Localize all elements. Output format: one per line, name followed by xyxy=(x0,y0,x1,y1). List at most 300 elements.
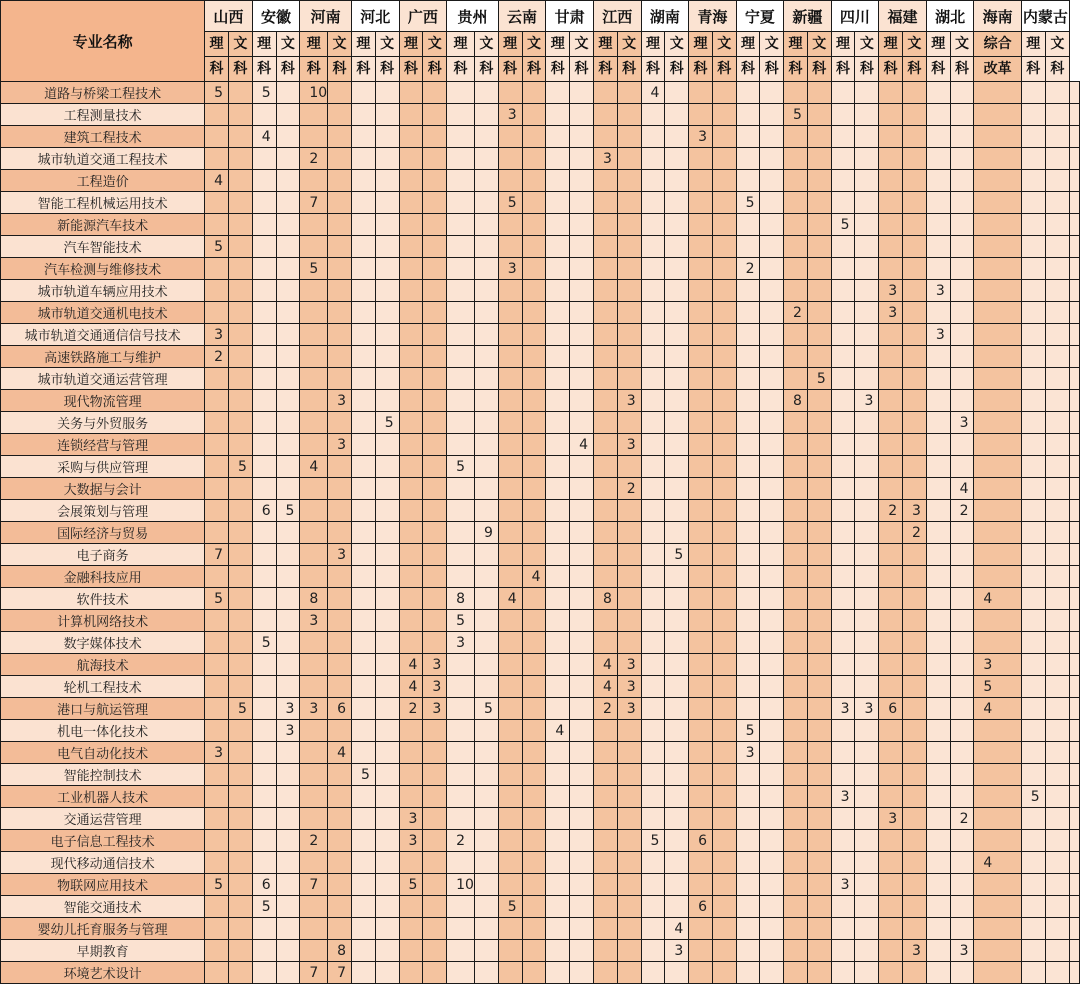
quota-cell xyxy=(760,676,784,698)
quota-cell xyxy=(1021,720,1045,742)
quota-cell xyxy=(736,302,760,324)
quota-cell xyxy=(498,874,522,896)
quota-cell xyxy=(926,500,950,522)
quota-cell xyxy=(903,412,927,434)
quota-cell xyxy=(447,368,475,390)
quota-cell xyxy=(447,742,475,764)
province-header: 广西 xyxy=(399,1,447,32)
quota-cell xyxy=(399,522,423,544)
quota-cell xyxy=(375,962,399,984)
quota-cell xyxy=(228,302,252,324)
quota-cell xyxy=(351,632,375,654)
subject-header-bottom: 科 xyxy=(736,57,760,82)
quota-cell xyxy=(276,324,300,346)
quota-cell xyxy=(375,192,399,214)
quota-cell: 4 xyxy=(498,588,522,610)
quota-cell: 7 xyxy=(300,962,328,984)
quota-cell xyxy=(447,478,475,500)
quota-cell xyxy=(760,962,784,984)
quota-cell xyxy=(1070,764,1080,786)
quota-cell xyxy=(498,918,522,940)
quota-cell xyxy=(1070,808,1080,830)
table-row xyxy=(1,346,1080,368)
quota-cell xyxy=(570,962,594,984)
quota-cell xyxy=(328,192,352,214)
quota-cell xyxy=(665,522,689,544)
quota-cell xyxy=(1070,170,1080,192)
quota-cell xyxy=(399,104,423,126)
quota-cell xyxy=(712,874,736,896)
quota-cell xyxy=(831,456,855,478)
quota-cell xyxy=(617,588,641,610)
quota-cell xyxy=(276,830,300,852)
quota-cell xyxy=(855,456,879,478)
quota-cell xyxy=(1045,566,1069,588)
table-row xyxy=(1,82,1080,104)
quota-cell xyxy=(522,82,546,104)
quota-cell xyxy=(712,544,736,566)
quota-cell xyxy=(522,192,546,214)
quota-cell: 4 xyxy=(300,456,328,478)
quota-cell: 3 xyxy=(736,742,760,764)
quota-cell xyxy=(546,82,570,104)
quota-cell xyxy=(903,434,927,456)
quota-cell xyxy=(447,962,475,984)
quota-cell xyxy=(855,588,879,610)
quota-cell xyxy=(399,786,423,808)
quota-cell xyxy=(522,368,546,390)
quota-cell xyxy=(351,434,375,456)
subject-header-top: 文 xyxy=(903,32,927,57)
quota-cell xyxy=(228,566,252,588)
quota-cell xyxy=(351,258,375,280)
quota-cell xyxy=(351,390,375,412)
quota-cell xyxy=(879,610,903,632)
subject-header-top: 理 xyxy=(689,32,713,57)
quota-cell xyxy=(228,236,252,258)
major-name-cell: 智能控制技术 xyxy=(1,764,205,786)
quota-cell xyxy=(447,170,475,192)
quota-cell xyxy=(831,522,855,544)
quota-cell xyxy=(689,390,713,412)
table-row xyxy=(1,456,1080,478)
quota-cell xyxy=(879,962,903,984)
quota-cell xyxy=(522,522,546,544)
quota-cell xyxy=(855,676,879,698)
quota-cell xyxy=(689,82,713,104)
quota-cell xyxy=(926,544,950,566)
quota-cell xyxy=(617,566,641,588)
quota-cell xyxy=(447,786,475,808)
quota-cell xyxy=(1070,236,1080,258)
quota-cell xyxy=(570,478,594,500)
quota-cell xyxy=(375,896,399,918)
quota-cell xyxy=(950,918,974,940)
quota-cell xyxy=(423,566,447,588)
quota-cell xyxy=(855,544,879,566)
quota-cell xyxy=(375,368,399,390)
quota-cell xyxy=(903,918,927,940)
quota-cell xyxy=(1045,346,1069,368)
quota-cell xyxy=(423,302,447,324)
quota-cell xyxy=(570,214,594,236)
quota-cell xyxy=(1021,522,1045,544)
quota-cell xyxy=(498,170,522,192)
quota-cell xyxy=(328,808,352,830)
quota-cell xyxy=(736,280,760,302)
quota-cell xyxy=(399,412,423,434)
quota-cell xyxy=(831,830,855,852)
quota-cell xyxy=(351,280,375,302)
quota-cell xyxy=(1070,346,1080,368)
province-header: 福建 xyxy=(879,1,927,32)
quota-cell xyxy=(570,764,594,786)
quota-cell xyxy=(546,368,570,390)
quota-cell xyxy=(950,654,974,676)
quota-cell xyxy=(617,500,641,522)
table-row xyxy=(1,104,1080,126)
quota-cell xyxy=(546,896,570,918)
quota-cell xyxy=(712,764,736,786)
quota-cell xyxy=(1021,170,1045,192)
quota-cell xyxy=(617,302,641,324)
quota-cell xyxy=(593,324,617,346)
quota-cell: 5 xyxy=(831,214,855,236)
quota-cell xyxy=(1021,566,1045,588)
quota-cell xyxy=(328,126,352,148)
quota-cell xyxy=(641,368,665,390)
quota-cell xyxy=(375,522,399,544)
quota-cell xyxy=(950,852,974,874)
table-row xyxy=(1,192,1080,214)
quota-cell xyxy=(784,654,808,676)
quota-cell xyxy=(807,764,831,786)
quota-cell xyxy=(689,170,713,192)
quota-cell xyxy=(276,104,300,126)
quota-cell xyxy=(641,434,665,456)
quota-cell xyxy=(712,500,736,522)
quota-cell xyxy=(252,852,276,874)
quota-cell: 5 xyxy=(498,896,522,918)
quota-cell xyxy=(665,412,689,434)
quota-cell xyxy=(689,808,713,830)
quota-cell xyxy=(760,192,784,214)
quota-cell xyxy=(300,412,328,434)
quota-cell xyxy=(641,214,665,236)
quota-cell xyxy=(689,632,713,654)
quota-cell xyxy=(399,346,423,368)
quota-cell xyxy=(546,874,570,896)
quota-cell xyxy=(498,610,522,632)
subject-header-bottom: 科 xyxy=(641,57,665,82)
quota-cell xyxy=(1021,434,1045,456)
quota-cell xyxy=(617,610,641,632)
quota-cell xyxy=(736,104,760,126)
quota-cell xyxy=(546,478,570,500)
quota-cell xyxy=(276,478,300,500)
subject-header-top: 文 xyxy=(522,32,546,57)
quota-cell xyxy=(831,962,855,984)
quota-cell xyxy=(276,874,300,896)
quota-cell xyxy=(903,786,927,808)
quota-cell xyxy=(228,280,252,302)
quota-cell xyxy=(447,104,475,126)
subject-header-top: 文 xyxy=(474,32,498,57)
quota-cell xyxy=(375,544,399,566)
quota-cell xyxy=(665,390,689,412)
quota-cell xyxy=(522,214,546,236)
quota-cell xyxy=(1070,698,1080,720)
major-name-cell: 交通运营管理 xyxy=(1,808,205,830)
quota-cell: 3 xyxy=(276,698,300,720)
subject-header-top: 理 xyxy=(300,32,328,57)
quota-cell: 2 xyxy=(300,830,328,852)
subject-header-bottom: 科 xyxy=(760,57,784,82)
quota-cell xyxy=(375,720,399,742)
quota-cell: 3 xyxy=(423,676,447,698)
major-name-cell: 城市轨道交通运营管理 xyxy=(1,368,205,390)
quota-cell: 10 xyxy=(447,874,475,896)
quota-cell xyxy=(974,896,1021,918)
quota-cell: 3 xyxy=(926,280,950,302)
quota-cell xyxy=(399,390,423,412)
quota-cell xyxy=(950,82,974,104)
quota-cell xyxy=(712,830,736,852)
quota-cell xyxy=(855,82,879,104)
table-row xyxy=(1,544,1080,566)
quota-cell xyxy=(879,522,903,544)
quota-cell xyxy=(423,962,447,984)
quota-cell xyxy=(498,830,522,852)
quota-cell xyxy=(950,764,974,786)
quota-cell xyxy=(593,566,617,588)
quota-cell xyxy=(760,258,784,280)
subject-header-top: 理 xyxy=(546,32,570,57)
quota-cell xyxy=(1021,852,1045,874)
province-header: 新疆 xyxy=(784,1,832,32)
subject-header-bottom: 科 xyxy=(855,57,879,82)
quota-cell: 3 xyxy=(423,654,447,676)
quota-cell xyxy=(1045,302,1069,324)
quota-cell xyxy=(784,280,808,302)
quota-cell xyxy=(522,830,546,852)
quota-cell xyxy=(807,786,831,808)
quota-cell xyxy=(712,148,736,170)
quota-cell xyxy=(351,940,375,962)
quota-cell xyxy=(760,434,784,456)
quota-cell xyxy=(831,258,855,280)
quota-cell xyxy=(950,676,974,698)
quota-cell xyxy=(498,456,522,478)
quota-cell xyxy=(276,126,300,148)
quota-cell xyxy=(1045,676,1069,698)
quota-cell xyxy=(926,720,950,742)
quota-cell xyxy=(950,126,974,148)
quota-cell: 8 xyxy=(784,390,808,412)
quota-cell xyxy=(736,82,760,104)
table-row xyxy=(1,940,1080,962)
quota-cell xyxy=(879,192,903,214)
quota-cell xyxy=(712,522,736,544)
quota-cell xyxy=(399,170,423,192)
table-row xyxy=(1,588,1080,610)
quota-cell xyxy=(784,434,808,456)
quota-cell xyxy=(1045,632,1069,654)
quota-cell xyxy=(300,786,328,808)
province-header: 甘肃 xyxy=(546,1,594,32)
quota-cell: 4 xyxy=(546,720,570,742)
quota-cell: 3 xyxy=(399,808,423,830)
quota-cell xyxy=(784,500,808,522)
quota-cell xyxy=(351,500,375,522)
quota-cell xyxy=(328,786,352,808)
quota-cell: 6 xyxy=(689,896,713,918)
quota-cell xyxy=(879,940,903,962)
quota-cell xyxy=(974,368,1021,390)
quota-cell xyxy=(570,830,594,852)
quota-cell: 5 xyxy=(736,192,760,214)
quota-cell xyxy=(1021,698,1045,720)
quota-cell xyxy=(570,610,594,632)
quota-cell xyxy=(926,830,950,852)
quota-cell xyxy=(252,412,276,434)
quota-cell xyxy=(593,500,617,522)
quota-cell: 2 xyxy=(879,500,903,522)
quota-cell xyxy=(712,786,736,808)
quota-cell xyxy=(1021,940,1045,962)
quota-cell xyxy=(328,302,352,324)
major-name-cell: 婴幼儿托育服务与管理 xyxy=(1,918,205,940)
quota-cell xyxy=(736,896,760,918)
quota-cell xyxy=(276,852,300,874)
quota-cell xyxy=(205,566,229,588)
quota-cell xyxy=(665,698,689,720)
quota-cell xyxy=(423,214,447,236)
quota-cell xyxy=(351,456,375,478)
quota-cell xyxy=(926,258,950,280)
quota-cell xyxy=(593,192,617,214)
quota-cell xyxy=(570,170,594,192)
quota-cell xyxy=(300,302,328,324)
quota-cell xyxy=(736,940,760,962)
quota-cell xyxy=(570,786,594,808)
quota-cell xyxy=(736,918,760,940)
subject-header-bottom: 科 xyxy=(1021,57,1045,82)
quota-cell xyxy=(831,500,855,522)
quota-cell xyxy=(879,544,903,566)
quota-cell: 6 xyxy=(689,830,713,852)
quota-cell xyxy=(950,390,974,412)
quota-cell xyxy=(617,544,641,566)
quota-cell xyxy=(760,126,784,148)
quota-cell xyxy=(1070,962,1080,984)
quota-cell xyxy=(926,390,950,412)
table-row xyxy=(1,478,1080,500)
quota-cell: 3 xyxy=(879,302,903,324)
quota-cell xyxy=(1045,522,1069,544)
quota-cell xyxy=(276,390,300,412)
quota-cell xyxy=(375,390,399,412)
quota-cell xyxy=(879,104,903,126)
quota-cell xyxy=(474,654,498,676)
quota-cell xyxy=(665,896,689,918)
quota-cell xyxy=(498,82,522,104)
quota-cell xyxy=(926,302,950,324)
quota-cell xyxy=(665,610,689,632)
quota-cell xyxy=(784,170,808,192)
quota-cell xyxy=(351,654,375,676)
quota-cell xyxy=(974,214,1021,236)
quota-cell xyxy=(617,852,641,874)
quota-cell: 5 xyxy=(784,104,808,126)
quota-cell xyxy=(546,830,570,852)
quota-cell xyxy=(522,676,546,698)
quota-cell xyxy=(807,698,831,720)
quota-cell xyxy=(546,280,570,302)
quota-cell: 4 xyxy=(593,654,617,676)
quota-cell xyxy=(950,258,974,280)
quota-cell xyxy=(712,720,736,742)
quota-cell xyxy=(1070,632,1080,654)
quota-cell xyxy=(712,456,736,478)
quota-cell xyxy=(974,522,1021,544)
quota-cell xyxy=(447,390,475,412)
quota-cell xyxy=(855,346,879,368)
table-row xyxy=(1,500,1080,522)
quota-cell xyxy=(903,192,927,214)
quota-cell xyxy=(252,456,276,478)
quota-cell xyxy=(522,148,546,170)
quota-cell xyxy=(546,324,570,346)
quota-cell xyxy=(807,126,831,148)
quota-cell xyxy=(784,852,808,874)
quota-cell xyxy=(784,82,808,104)
table-row xyxy=(1,654,1080,676)
quota-cell xyxy=(712,610,736,632)
quota-cell xyxy=(570,566,594,588)
quota-cell xyxy=(228,104,252,126)
quota-cell xyxy=(807,434,831,456)
quota-cell: 3 xyxy=(617,654,641,676)
quota-cell xyxy=(228,808,252,830)
quota-cell xyxy=(617,940,641,962)
quota-cell xyxy=(205,258,229,280)
quota-cell xyxy=(593,170,617,192)
quota-cell xyxy=(926,104,950,126)
quota-cell xyxy=(903,852,927,874)
quota-cell xyxy=(784,192,808,214)
quota-cell xyxy=(903,632,927,654)
quota-cell xyxy=(228,654,252,676)
quota-cell xyxy=(641,544,665,566)
quota-cell: 3 xyxy=(498,258,522,280)
quota-cell xyxy=(399,280,423,302)
quota-cell xyxy=(950,830,974,852)
quota-cell xyxy=(712,302,736,324)
quota-cell xyxy=(926,412,950,434)
quota-cell xyxy=(423,500,447,522)
quota-cell xyxy=(474,346,498,368)
quota-cell xyxy=(1070,522,1080,544)
table-row xyxy=(1,698,1080,720)
quota-cell xyxy=(879,786,903,808)
quota-cell xyxy=(641,324,665,346)
quota-cell: 3 xyxy=(665,940,689,962)
major-name-cell: 工程测量技术 xyxy=(1,104,205,126)
quota-cell xyxy=(807,874,831,896)
quota-cell xyxy=(593,214,617,236)
quota-cell xyxy=(205,852,229,874)
